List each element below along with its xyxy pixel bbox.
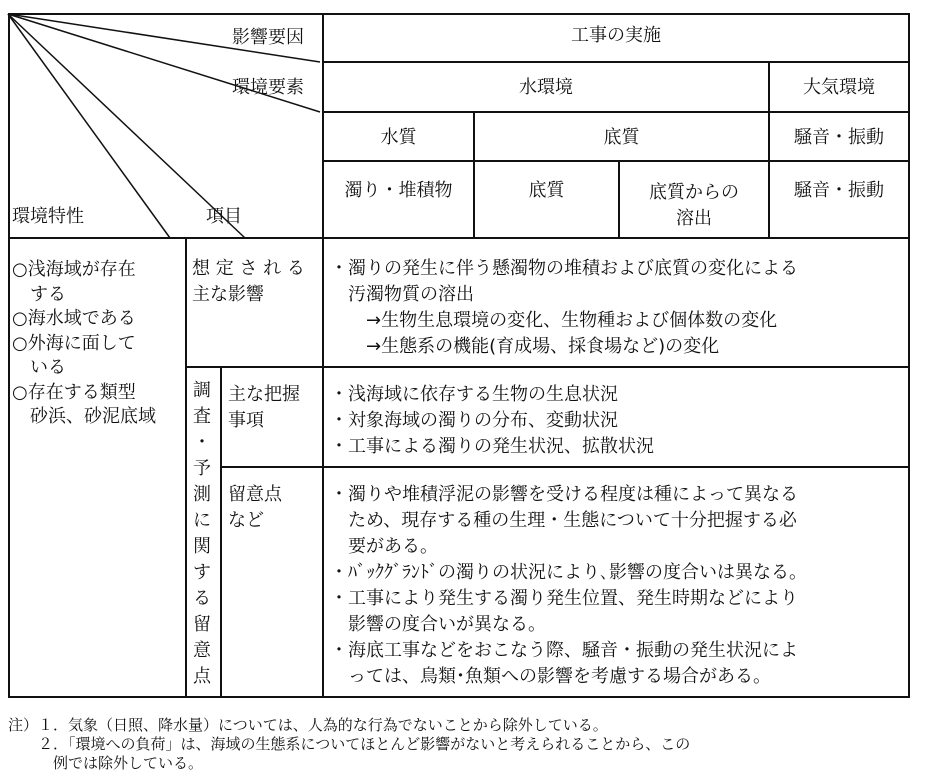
vertical-char: る <box>193 588 211 609</box>
label-line: 留意点 <box>228 484 282 505</box>
label-line: 主な把握 <box>228 384 300 405</box>
notes-content <box>330 482 807 690</box>
assumed-impact-label <box>192 256 305 308</box>
main-row-line <box>220 466 910 468</box>
table-border-top <box>8 13 910 15</box>
content-line: 汚濁物質の溶出 <box>330 284 474 305</box>
table-border-left <box>8 13 10 698</box>
content-line: ・ﾊﾞｯｸｸﾞﾗﾝﾄﾞの濁りの状況により､影響の度合いは異なる。 <box>330 562 807 583</box>
notes-label <box>228 482 282 534</box>
characteristic-item: する <box>12 283 66 305</box>
header-bottom-line <box>8 237 910 239</box>
main-item-content <box>330 382 654 460</box>
header-row-line-1 <box>322 61 910 63</box>
survey-vertical-label <box>190 378 214 690</box>
water-quality-header: 水質 <box>380 127 417 148</box>
air-environment-header: 大気環境 <box>803 77 875 98</box>
vertical-char: 関 <box>193 536 211 557</box>
characteristic-item: ○浅海域が存在 <box>12 259 136 280</box>
footnote-line: 注）１．気象（日照、降水量）については、人為的な行為でないことから除外している。 <box>8 716 608 734</box>
content-line: 要がある。 <box>330 536 438 557</box>
table-border-right <box>908 13 910 698</box>
sub-column-sediment: 底質 <box>528 180 565 201</box>
content-line: ・工事による濁りの発生状況、拡散状況 <box>330 436 654 457</box>
vertical-char: 点 <box>193 666 211 687</box>
content-line: ・濁りや堆積浮泥の影響を受ける程度は種によって異なる <box>330 484 798 505</box>
sub-column-turbidity: 濁り・堆積物 <box>344 180 453 201</box>
sub-column-elution: 底質からの 溶出 <box>649 182 739 229</box>
vertical-char: 留 <box>193 614 211 635</box>
survey-column-line <box>220 366 222 697</box>
characteristic-item: いる <box>12 357 66 378</box>
characteristics-list <box>12 258 156 430</box>
footnote-line: ２．「環境への負荷」は、海域の生態系についてほとんど影響がないと考えられることから、この <box>8 735 691 753</box>
label-line: 想 定 さ れ る <box>192 258 305 279</box>
content-line: 影響の度合いが異なる。 <box>330 614 546 635</box>
element-label: 環境要素 <box>232 77 304 98</box>
factor-label: 影響要因 <box>232 27 304 48</box>
factor-value: 工事の実施 <box>571 25 661 46</box>
content-line: →生物生息環境の変化、生物種および個体数の変化 <box>330 310 778 331</box>
characteristic-column-line <box>185 237 187 697</box>
label-line: 主な影響 <box>192 284 264 305</box>
characteristic-item: ○存在する類型 <box>12 381 136 403</box>
content-line: ・浅海域に依存する生物の生息状況 <box>330 384 618 405</box>
noise-header: 騒音・振動 <box>794 127 884 148</box>
assumed-row-line <box>185 366 910 368</box>
footnote-line: 例では除外している。 <box>8 754 204 772</box>
content-line: ため、現存する種の生理・生態について十分把握する必 <box>330 510 797 531</box>
vertical-char: ・ <box>193 432 211 453</box>
header-row-line-2 <box>322 111 910 113</box>
content-line: っては、鳥類･魚類への影響を考慮する場合がある。 <box>330 666 771 687</box>
header-row-line-3 <box>322 160 910 162</box>
characteristic-label: 環境特性 <box>12 206 84 227</box>
table-border-bottom <box>8 696 910 698</box>
content-line: ・濁りの発生に伴う懸濁物の堆積および底質の変化による <box>330 258 798 279</box>
water-environment-header: 水環境 <box>519 77 573 98</box>
vertical-char: 意 <box>193 640 211 661</box>
characteristic-item: ○海水域である <box>12 308 136 329</box>
vertical-char: 査 <box>193 406 211 427</box>
characteristic-item: 砂浜、砂泥底域 <box>12 406 156 427</box>
footnotes <box>8 716 690 773</box>
main-item-label <box>228 382 300 434</box>
vertical-char: 予 <box>193 458 211 479</box>
content-line: ・対象海域の濁りの分布、変動状況 <box>330 410 618 431</box>
vertical-char: す <box>193 562 211 583</box>
assumed-impact-content <box>330 256 798 360</box>
sub-column-noise: 騒音・振動 <box>794 180 884 201</box>
content-line: ・海底工事などをおこなう際、騒音・振動の発生状況によ <box>330 640 798 661</box>
vertical-char: 調 <box>193 380 211 401</box>
vertical-char: 測 <box>193 484 211 505</box>
content-line: →生態系の機能(育成場、採食場など)の変化 <box>330 336 720 357</box>
label-line: など <box>228 510 264 531</box>
item-label: 項目 <box>206 206 242 227</box>
label-line: 事項 <box>228 410 264 431</box>
sediment-header: 底質 <box>603 127 640 148</box>
characteristic-item: ○外海に面して <box>12 332 136 354</box>
vertical-char: に <box>193 510 211 531</box>
content-line: ・工事により発生する濁り発生位置、発生時期などにより <box>330 588 798 609</box>
